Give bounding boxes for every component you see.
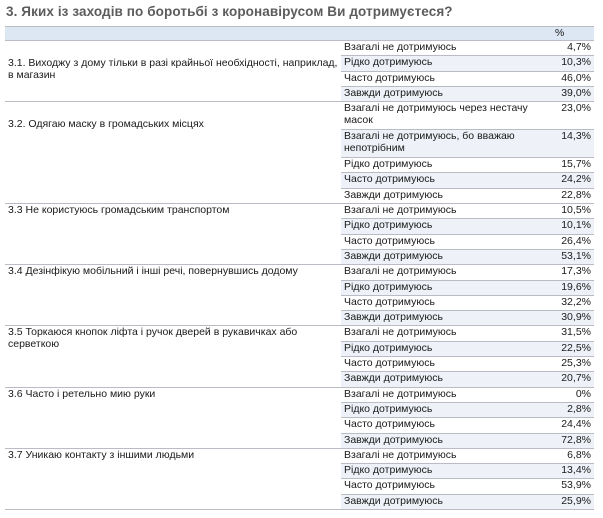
table-row <box>5 448 594 463</box>
answer-label: Взагалі не дотримуюсь <box>341 448 551 463</box>
percent-value: 24,2% <box>551 173 594 188</box>
answer-label: Рідко дотримуюсь <box>341 56 551 71</box>
percent-value: 20,7% <box>551 372 594 387</box>
question-text: 3.7 Уникаю контакту з іншими людьми <box>8 448 195 461</box>
percent-value: 53,1% <box>551 249 594 264</box>
answer-label: Часто дотримуюсь <box>341 479 551 494</box>
answer-label: Завжди дотримуюсь <box>341 372 551 387</box>
table-header-row <box>5 27 594 41</box>
percent-value: 19,6% <box>551 280 594 295</box>
percent-value: 10,1% <box>551 219 594 234</box>
question-text: 3.6 Часто і ретельно мию руки <box>8 387 156 400</box>
answer-label: Завжди дотримуюсь <box>341 188 551 203</box>
answer-label: Завжди дотримуюсь <box>341 311 551 326</box>
answer-label: Завжди дотримуюсь <box>341 249 551 264</box>
percent-value: 13,4% <box>551 464 594 479</box>
answer-label: Завжди дотримуюсь <box>341 494 551 509</box>
percent-value: 22,5% <box>551 341 594 356</box>
answer-label: Часто дотримуюсь <box>341 71 551 86</box>
header-blank-cell <box>5 27 341 41</box>
percent-value: 6,8% <box>551 448 594 463</box>
answer-label: Взагалі не дотримуюсь, бо вважаю непотрібним <box>341 130 551 158</box>
percent-value: 4,7% <box>551 41 594 56</box>
table-row <box>5 326 594 341</box>
answer-label: Часто дотримуюсь <box>341 173 551 188</box>
answer-label: Рідко дотримуюсь <box>341 280 551 295</box>
answer-label: Рідко дотримуюсь <box>341 402 551 417</box>
percent-value: 15,7% <box>551 158 594 173</box>
percent-value: 25,9% <box>551 494 594 509</box>
percent-value: 39,0% <box>551 86 594 101</box>
table-row <box>5 265 594 280</box>
percent-value: 17,3% <box>551 265 594 280</box>
percent-value: 23,0% <box>551 102 594 130</box>
answer-label: Взагалі не дотримуюсь <box>341 204 551 219</box>
survey-groups <box>5 41 594 510</box>
header-blank-cell <box>341 27 551 41</box>
question-cell <box>5 448 341 509</box>
answer-label: Часто дотримуюсь <box>341 418 551 433</box>
question-text: 3.3 Не користуюсь громадським транспортом <box>8 204 230 217</box>
question-text: 3.4 Дезінфікую мобільний і інші речі, повернувшись додому <box>8 265 298 278</box>
percent-value: 53,9% <box>551 479 594 494</box>
percent-value: 31,5% <box>551 326 594 341</box>
percent-value: 72,8% <box>551 433 594 448</box>
answer-label: Взагалі не дотримуюсь через нестачу масок <box>341 102 551 130</box>
percent-value: 0% <box>551 387 594 402</box>
answer-label: Завжди дотримуюсь <box>341 86 551 101</box>
answer-label: Рідко дотримуюсь <box>341 219 551 234</box>
table-row <box>5 41 594 56</box>
percent-value: 30,9% <box>551 311 594 326</box>
percent-value: 10,5% <box>551 204 594 219</box>
percent-value: 32,2% <box>551 295 594 310</box>
question-cell <box>5 41 341 102</box>
answer-label: Взагалі не дотримуюсь <box>341 387 551 402</box>
answer-label: Взагалі не дотримуюсь <box>341 265 551 280</box>
table-row <box>5 102 594 130</box>
question-text: 3.5 Торкаюся кнопок ліфта і ручок дверей в рукавичках або серветкою <box>8 326 298 351</box>
question-cell <box>5 204 341 265</box>
table-row <box>5 387 594 402</box>
answer-label: Рідко дотримуюсь <box>341 464 551 479</box>
table-row <box>5 204 594 219</box>
answer-label: Рідко дотримуюсь <box>341 341 551 356</box>
answer-label: Рідко дотримуюсь <box>341 158 551 173</box>
percent-value: 2,8% <box>551 402 594 417</box>
percent-value: 10,3% <box>551 56 594 71</box>
question-cell <box>5 387 341 448</box>
answer-label: Завжди дотримуюсь <box>341 433 551 448</box>
page-title: 3. Яких із заходів по боротьбі з коронавірусом Ви дотримуєтеся? <box>6 4 453 19</box>
question-cell <box>5 265 341 326</box>
answer-label: Часто дотримуюсь <box>341 357 551 372</box>
answer-label: Взагалі не дотримуюсь <box>341 41 551 56</box>
percent-column-header: % <box>551 27 594 41</box>
question-text: 3.1. Виходжу з дому тільки в разі крайньої необхідності, наприклад, в магазин <box>8 57 338 81</box>
percent-value: 25,3% <box>551 357 594 372</box>
percent-value: 46,0% <box>551 71 594 86</box>
percent-value: 22,8% <box>551 188 594 203</box>
question-cell <box>5 102 341 204</box>
survey-table <box>5 26 594 510</box>
percent-value: 14,3% <box>551 130 594 158</box>
question-text: 3.2. Одягаю маску в громадських місцях <box>8 118 204 131</box>
answer-label: Взагалі не дотримуюсь <box>341 326 551 341</box>
percent-value: 26,4% <box>551 234 594 249</box>
answer-label: Часто дотримуюсь <box>341 234 551 249</box>
answer-label: Часто дотримуюсь <box>341 295 551 310</box>
question-cell <box>5 326 341 387</box>
percent-value: 24,4% <box>551 418 594 433</box>
